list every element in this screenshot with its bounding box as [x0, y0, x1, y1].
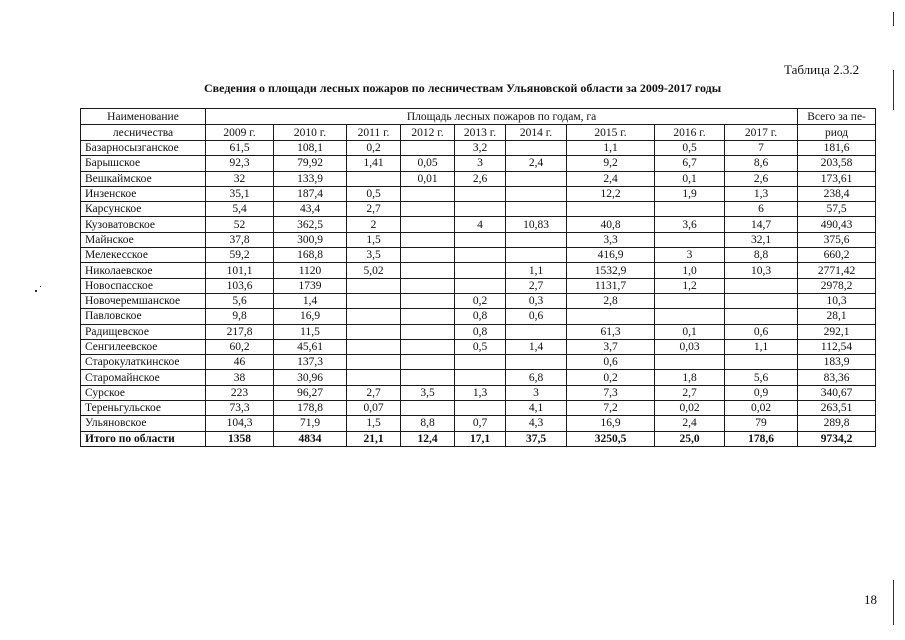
area-value-cell: 0,9: [725, 385, 798, 400]
area-value-cell: 1,4: [274, 293, 347, 308]
area-value-cell: 0,2: [347, 141, 401, 156]
area-value-cell: 0,3: [506, 293, 567, 308]
area-value-cell: [725, 278, 798, 293]
area-value-cell: [401, 232, 455, 247]
year-header: 2015 г.: [567, 125, 655, 141]
area-value-cell: 0,6: [567, 355, 655, 370]
area-value-cell: 10,83: [506, 217, 567, 232]
area-value-cell: 1739: [274, 278, 347, 293]
area-value-cell: [506, 232, 567, 247]
area-value-cell: 3,3: [567, 232, 655, 247]
region-total-value: 37,5: [506, 431, 567, 446]
table-row: [81, 186, 876, 201]
area-value-cell: [347, 309, 401, 324]
period-total-cell: 375,6: [798, 232, 876, 247]
area-value-cell: [401, 186, 455, 201]
area-value-cell: 1,9: [655, 186, 725, 201]
area-value-cell: 137,3: [274, 355, 347, 370]
area-value-cell: 46: [206, 355, 274, 370]
year-header: 2016 г.: [655, 125, 725, 141]
table-row: [81, 141, 876, 156]
total-column-header-continued: риод: [798, 125, 876, 141]
name-column-header: Наименование: [81, 109, 206, 125]
area-value-cell: 2,6: [455, 171, 506, 186]
area-value-cell: 37,8: [206, 232, 274, 247]
area-value-cell: 103,6: [206, 278, 274, 293]
period-total-cell: 292,1: [798, 324, 876, 339]
area-value-cell: 61,3: [567, 324, 655, 339]
area-value-cell: 61,5: [206, 141, 274, 156]
year-header: 2011 г.: [347, 125, 401, 141]
area-value-cell: 0,1: [655, 324, 725, 339]
period-total-cell: 10,3: [798, 293, 876, 308]
area-value-cell: 1,0: [655, 263, 725, 278]
area-value-cell: [506, 248, 567, 263]
region-total-value: 25,0: [655, 431, 725, 446]
area-value-cell: 1,1: [567, 141, 655, 156]
area-value-cell: [401, 141, 455, 156]
region-grand-total: 9734,2: [798, 431, 876, 446]
area-value-cell: 11,5: [274, 324, 347, 339]
area-value-cell: 0,8: [455, 309, 506, 324]
forestry-name-cell: Мелекесское: [81, 248, 206, 263]
forestry-name-cell: Новочеремшанское: [81, 293, 206, 308]
area-value-cell: 4: [455, 217, 506, 232]
area-value-cell: 9,8: [206, 309, 274, 324]
area-value-cell: 0,2: [567, 370, 655, 385]
table-row: [81, 278, 876, 293]
area-value-cell: 2,7: [347, 202, 401, 217]
area-value-cell: 2,8: [567, 293, 655, 308]
table-row: [81, 248, 876, 263]
area-value-cell: 5,4: [206, 202, 274, 217]
table-caption: Таблица 2.3.2: [784, 62, 860, 77]
area-value-cell: [401, 324, 455, 339]
area-value-cell: [455, 202, 506, 217]
area-value-cell: 0,6: [506, 309, 567, 324]
area-value-cell: 7,2: [567, 401, 655, 416]
area-value-cell: 0,07: [347, 401, 401, 416]
forestry-name-cell: Радищевское: [81, 324, 206, 339]
area-value-cell: 79: [725, 416, 798, 431]
area-value-cell: [655, 309, 725, 324]
region-total-value: 4834: [274, 431, 347, 446]
area-value-cell: 3,6: [655, 217, 725, 232]
area-value-cell: 10,3: [725, 263, 798, 278]
forestry-name-cell: Барышское: [81, 156, 206, 171]
area-value-cell: 0,5: [455, 339, 506, 354]
area-value-cell: 2,7: [655, 385, 725, 400]
area-value-cell: [455, 232, 506, 247]
area-value-cell: [567, 202, 655, 217]
forestry-name-cell: Николаевское: [81, 263, 206, 278]
area-value-cell: [347, 171, 401, 186]
area-value-cell: [347, 278, 401, 293]
area-value-cell: 8,8: [401, 416, 455, 431]
area-value-cell: 5,02: [347, 263, 401, 278]
forestry-name-cell: Старомайнское: [81, 370, 206, 385]
total-column-header: Всего за пе-: [798, 109, 876, 125]
period-total-cell: 2978,2: [798, 278, 876, 293]
area-value-cell: [401, 293, 455, 308]
area-value-cell: [655, 355, 725, 370]
area-value-cell: 32: [206, 171, 274, 186]
forestry-name-cell: Павловское: [81, 309, 206, 324]
period-total-cell: 203,58: [798, 156, 876, 171]
area-value-cell: 2,7: [506, 278, 567, 293]
area-value-cell: 1,4: [506, 339, 567, 354]
period-total-cell: 238,4: [798, 186, 876, 201]
forest-fires-table: [80, 108, 876, 447]
area-value-cell: [401, 355, 455, 370]
area-value-cell: 2,6: [725, 171, 798, 186]
year-header: 2017 г.: [725, 125, 798, 141]
area-value-cell: [506, 202, 567, 217]
year-header: 2012 г.: [401, 125, 455, 141]
period-total-cell: 183,9: [798, 355, 876, 370]
area-value-cell: 45,61: [274, 339, 347, 354]
period-total-cell: 57,5: [798, 202, 876, 217]
area-value-cell: 416,9: [567, 248, 655, 263]
year-header: 2010 г.: [274, 125, 347, 141]
area-value-cell: 1,1: [725, 339, 798, 354]
area-value-cell: 133,9: [274, 171, 347, 186]
area-value-cell: [401, 401, 455, 416]
area-value-cell: [401, 263, 455, 278]
area-value-cell: [455, 401, 506, 416]
forestry-name-cell: Ульяновское: [81, 416, 206, 431]
area-value-cell: 3: [655, 248, 725, 263]
period-total-cell: 490,43: [798, 217, 876, 232]
period-total-cell: 83,36: [798, 370, 876, 385]
area-value-cell: 2,4: [655, 416, 725, 431]
area-value-cell: 1,8: [655, 370, 725, 385]
area-value-cell: 1120: [274, 263, 347, 278]
period-total-cell: 2771,42: [798, 263, 876, 278]
area-value-cell: [655, 202, 725, 217]
area-value-cell: 4,3: [506, 416, 567, 431]
forestry-name-cell: Вешкаймское: [81, 171, 206, 186]
table-row: [81, 202, 876, 217]
area-value-cell: [401, 339, 455, 354]
area-value-cell: [567, 309, 655, 324]
area-value-cell: 16,9: [274, 309, 347, 324]
area-value-cell: [347, 370, 401, 385]
period-total-cell: 660,2: [798, 248, 876, 263]
area-value-cell: 101,1: [206, 263, 274, 278]
forestry-name-cell: Сенгилеевское: [81, 339, 206, 354]
region-total-value: 17,1: [455, 431, 506, 446]
region-total-value: 178,6: [725, 431, 798, 446]
area-value-cell: [401, 370, 455, 385]
area-value-cell: 7: [725, 141, 798, 156]
area-value-cell: 96,27: [274, 385, 347, 400]
area-value-cell: 52: [206, 217, 274, 232]
area-value-cell: 38: [206, 370, 274, 385]
area-value-cell: 168,8: [274, 248, 347, 263]
area-value-cell: 217,8: [206, 324, 274, 339]
area-value-cell: [455, 355, 506, 370]
area-value-cell: 2,4: [567, 171, 655, 186]
name-column-header-continued: лесничества: [81, 125, 206, 141]
area-value-cell: 9,2: [567, 156, 655, 171]
area-value-cell: 40,8: [567, 217, 655, 232]
scan-speck-left-2: [40, 286, 41, 287]
area-value-cell: 0,5: [347, 186, 401, 201]
period-total-cell: 28,1: [798, 309, 876, 324]
scan-mark-top-right: [893, 12, 894, 26]
scan-speck-left: [35, 290, 37, 292]
area-value-cell: 2: [347, 217, 401, 232]
area-value-cell: 16,9: [567, 416, 655, 431]
table-row: [81, 416, 876, 431]
area-value-cell: [455, 370, 506, 385]
area-value-cell: 14,7: [725, 217, 798, 232]
forestry-name-cell: Инзенское: [81, 186, 206, 201]
forestry-name-cell: Карсунское: [81, 202, 206, 217]
table-row: [81, 293, 876, 308]
forestry-name-cell: Тереньгульское: [81, 401, 206, 416]
area-value-cell: 32,1: [725, 232, 798, 247]
area-value-cell: 1,3: [725, 186, 798, 201]
area-value-cell: 362,5: [274, 217, 347, 232]
area-value-cell: [506, 171, 567, 186]
area-value-cell: 0,01: [401, 171, 455, 186]
table-row: [81, 370, 876, 385]
document-heading: Сведения о площади лесных пожаров по лесничествам Ульяновской области за 2009-2017 годы: [204, 81, 722, 95]
area-value-cell: 79,92: [274, 156, 347, 171]
area-value-cell: 3: [455, 156, 506, 171]
year-header: 2014 г.: [506, 125, 567, 141]
area-value-cell: [401, 278, 455, 293]
area-value-cell: 223: [206, 385, 274, 400]
area-value-cell: 2,7: [347, 385, 401, 400]
area-value-cell: 178,8: [274, 401, 347, 416]
area-value-cell: 1,3: [455, 385, 506, 400]
scan-mark-right: [893, 70, 894, 110]
area-value-cell: 92,3: [206, 156, 274, 171]
table-row: [81, 401, 876, 416]
area-value-cell: 0,05: [401, 156, 455, 171]
table-row: [81, 171, 876, 186]
year-header: 2013 г.: [455, 125, 506, 141]
area-value-cell: [725, 355, 798, 370]
table-row: [81, 385, 876, 400]
area-value-cell: [506, 141, 567, 156]
area-value-cell: 6: [725, 202, 798, 217]
area-value-cell: 0,03: [655, 339, 725, 354]
area-value-cell: 6,7: [655, 156, 725, 171]
area-value-cell: 1,5: [347, 232, 401, 247]
period-total-cell: 340,67: [798, 385, 876, 400]
scan-mark-bottom-right: [893, 580, 894, 625]
table-row: [81, 324, 876, 339]
area-value-cell: 5,6: [206, 293, 274, 308]
table-row: [81, 217, 876, 232]
region-total-label: Итого по области: [81, 431, 206, 446]
period-total-cell: 173,61: [798, 171, 876, 186]
region-total-value: 12,4: [401, 431, 455, 446]
area-value-cell: [655, 293, 725, 308]
area-value-cell: 300,9: [274, 232, 347, 247]
area-value-cell: [401, 202, 455, 217]
period-total-cell: 181,6: [798, 141, 876, 156]
area-value-cell: 1131,7: [567, 278, 655, 293]
table-row: [81, 232, 876, 247]
area-value-cell: 0,02: [725, 401, 798, 416]
area-value-cell: 30,96: [274, 370, 347, 385]
area-value-cell: 1,5: [347, 416, 401, 431]
area-value-cell: [455, 278, 506, 293]
period-total-cell: 112,54: [798, 339, 876, 354]
table-row: [81, 263, 876, 278]
table-row: [81, 309, 876, 324]
area-value-cell: [506, 186, 567, 201]
area-value-cell: 71,9: [274, 416, 347, 431]
forestry-name-cell: Кузоватовское: [81, 217, 206, 232]
area-value-cell: [655, 232, 725, 247]
area-value-cell: 3: [506, 385, 567, 400]
area-value-cell: 1,1: [506, 263, 567, 278]
area-value-cell: [506, 324, 567, 339]
forestry-name-cell: Новоспасское: [81, 278, 206, 293]
area-value-cell: [506, 355, 567, 370]
year-header: 2009 г.: [206, 125, 274, 141]
area-value-cell: 0,7: [455, 416, 506, 431]
area-value-cell: 4,1: [506, 401, 567, 416]
area-value-cell: [347, 355, 401, 370]
area-value-cell: [347, 339, 401, 354]
page-number: 18: [864, 592, 877, 607]
area-value-cell: [401, 309, 455, 324]
table-row: [81, 355, 876, 370]
area-value-cell: 6,8: [506, 370, 567, 385]
area-value-cell: 0,6: [725, 324, 798, 339]
area-value-cell: 7,3: [567, 385, 655, 400]
region-total-value: 1358: [206, 431, 274, 446]
area-value-cell: 0,8: [455, 324, 506, 339]
area-value-cell: 2,4: [506, 156, 567, 171]
area-value-cell: 1532,9: [567, 263, 655, 278]
area-value-cell: 3,7: [567, 339, 655, 354]
area-value-cell: 8,8: [725, 248, 798, 263]
area-value-cell: 59,2: [206, 248, 274, 263]
area-value-cell: 5,6: [725, 370, 798, 385]
region-total-row: [81, 431, 876, 446]
area-value-cell: 3,2: [455, 141, 506, 156]
area-value-cell: [347, 293, 401, 308]
area-value-cell: 104,3: [206, 416, 274, 431]
forestry-name-cell: Сурское: [81, 385, 206, 400]
area-value-cell: [725, 293, 798, 308]
area-value-cell: 1,2: [655, 278, 725, 293]
area-value-cell: 0,1: [655, 171, 725, 186]
area-value-cell: 0,2: [455, 293, 506, 308]
area-value-cell: 3,5: [347, 248, 401, 263]
area-value-cell: 12,2: [567, 186, 655, 201]
area-value-cell: 35,1: [206, 186, 274, 201]
area-value-cell: [401, 248, 455, 263]
forestry-name-cell: Базарносызганское: [81, 141, 206, 156]
area-value-cell: 60,2: [206, 339, 274, 354]
area-value-cell: 0,02: [655, 401, 725, 416]
area-group-header: Площадь лесных пожаров по годам, га: [206, 109, 798, 125]
area-value-cell: [455, 186, 506, 201]
area-value-cell: 8,6: [725, 156, 798, 171]
table-row: [81, 339, 876, 354]
area-value-cell: [725, 309, 798, 324]
area-value-cell: 187,4: [274, 186, 347, 201]
region-total-value: 21,1: [347, 431, 401, 446]
area-value-cell: 3,5: [401, 385, 455, 400]
area-value-cell: [455, 263, 506, 278]
area-value-cell: 1,41: [347, 156, 401, 171]
period-total-cell: 289,8: [798, 416, 876, 431]
area-value-cell: 108,1: [274, 141, 347, 156]
area-value-cell: [401, 217, 455, 232]
region-total-value: 3250,5: [567, 431, 655, 446]
area-value-cell: [347, 324, 401, 339]
period-total-cell: 263,51: [798, 401, 876, 416]
forestry-name-cell: Майнское: [81, 232, 206, 247]
table-row: [81, 156, 876, 171]
forestry-name-cell: Старокулаткинское: [81, 355, 206, 370]
area-value-cell: [455, 248, 506, 263]
area-value-cell: 73,3: [206, 401, 274, 416]
area-value-cell: 43,4: [274, 202, 347, 217]
area-value-cell: 0,5: [655, 141, 725, 156]
